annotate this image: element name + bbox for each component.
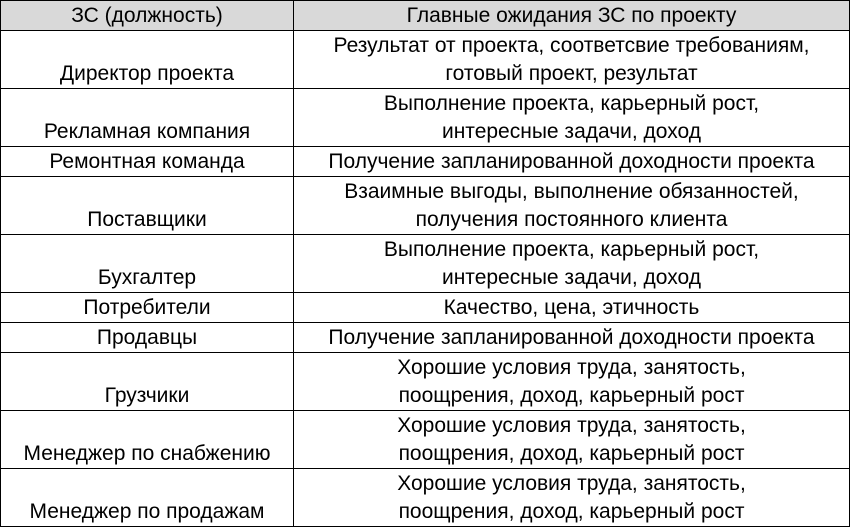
table-row <box>1 353 850 411</box>
expectations-cell <box>294 323 850 353</box>
expectations-line: Качество, цена, этичность <box>443 295 700 319</box>
expectations-line: поощрения, доход, карьерный рост <box>398 441 745 465</box>
expectations-line: Выполнение проекта, карьерный рост, <box>383 237 760 261</box>
role-cell: Рекламная компания <box>1 89 294 147</box>
table-row <box>1 323 850 353</box>
role-cell: Поставщики <box>1 177 294 235</box>
header-expectations: Главные ожидания ЗС по проекту <box>294 1 850 31</box>
role-cell: Продавцы <box>1 323 294 353</box>
role-cell: Менеджер по продажам <box>1 469 294 527</box>
expectations-cell <box>294 89 850 147</box>
expectations-cell <box>294 293 850 323</box>
header-role: ЗС (должность) <box>1 1 294 31</box>
expectations-cell <box>294 353 850 411</box>
expectations-line: поощрения, доход, карьерный рост <box>398 499 745 523</box>
expectations-line: получения постоянного клиента <box>415 207 728 231</box>
role-cell: Грузчики <box>1 353 294 411</box>
expectations-cell <box>294 147 850 177</box>
role-cell: Бухгалтер <box>1 235 294 293</box>
expectations-line: Хорошие условия труда, занятость, <box>397 413 746 437</box>
table-row <box>1 147 850 177</box>
expectations-line: интересные задачи, доход <box>441 265 701 289</box>
expectations-line: Получение запланированной доходности проекта <box>328 149 815 173</box>
expectations-line: интересные задачи, доход <box>441 119 701 143</box>
table-row <box>1 293 850 323</box>
expectations-line: поощрения, доход, карьерный рост <box>398 383 745 407</box>
table-row <box>1 235 850 293</box>
table-row <box>1 89 850 147</box>
expectations-line: Взаимные выгоды, выполнение обязанностей, <box>344 179 799 203</box>
expectations-line: Хорошие условия труда, занятость, <box>397 471 746 495</box>
role-cell: Директор проекта <box>1 31 294 89</box>
expectations-cell <box>294 411 850 469</box>
expectations-line: готовый проект, результат <box>445 61 698 85</box>
table-row <box>1 31 850 89</box>
expectations-cell <box>294 177 850 235</box>
table-row <box>1 177 850 235</box>
role-cell: Менеджер по снабжению <box>1 411 294 469</box>
role-cell: Ремонтная команда <box>1 147 294 177</box>
role-cell: Потребители <box>1 293 294 323</box>
expectations-line: Получение запланированной доходности проекта <box>328 325 815 349</box>
table-row <box>1 411 850 469</box>
expectations-cell <box>294 31 850 89</box>
table-row <box>1 469 850 527</box>
expectations-line: Выполнение проекта, карьерный рост, <box>383 91 760 115</box>
expectations-cell <box>294 469 850 527</box>
expectations-line: Хорошие условия труда, занятость, <box>397 355 746 379</box>
expectations-cell <box>294 235 850 293</box>
expectations-line: Результат от проекта, соответсвие требованиям, <box>333 33 810 57</box>
table-header-row <box>1 1 850 31</box>
